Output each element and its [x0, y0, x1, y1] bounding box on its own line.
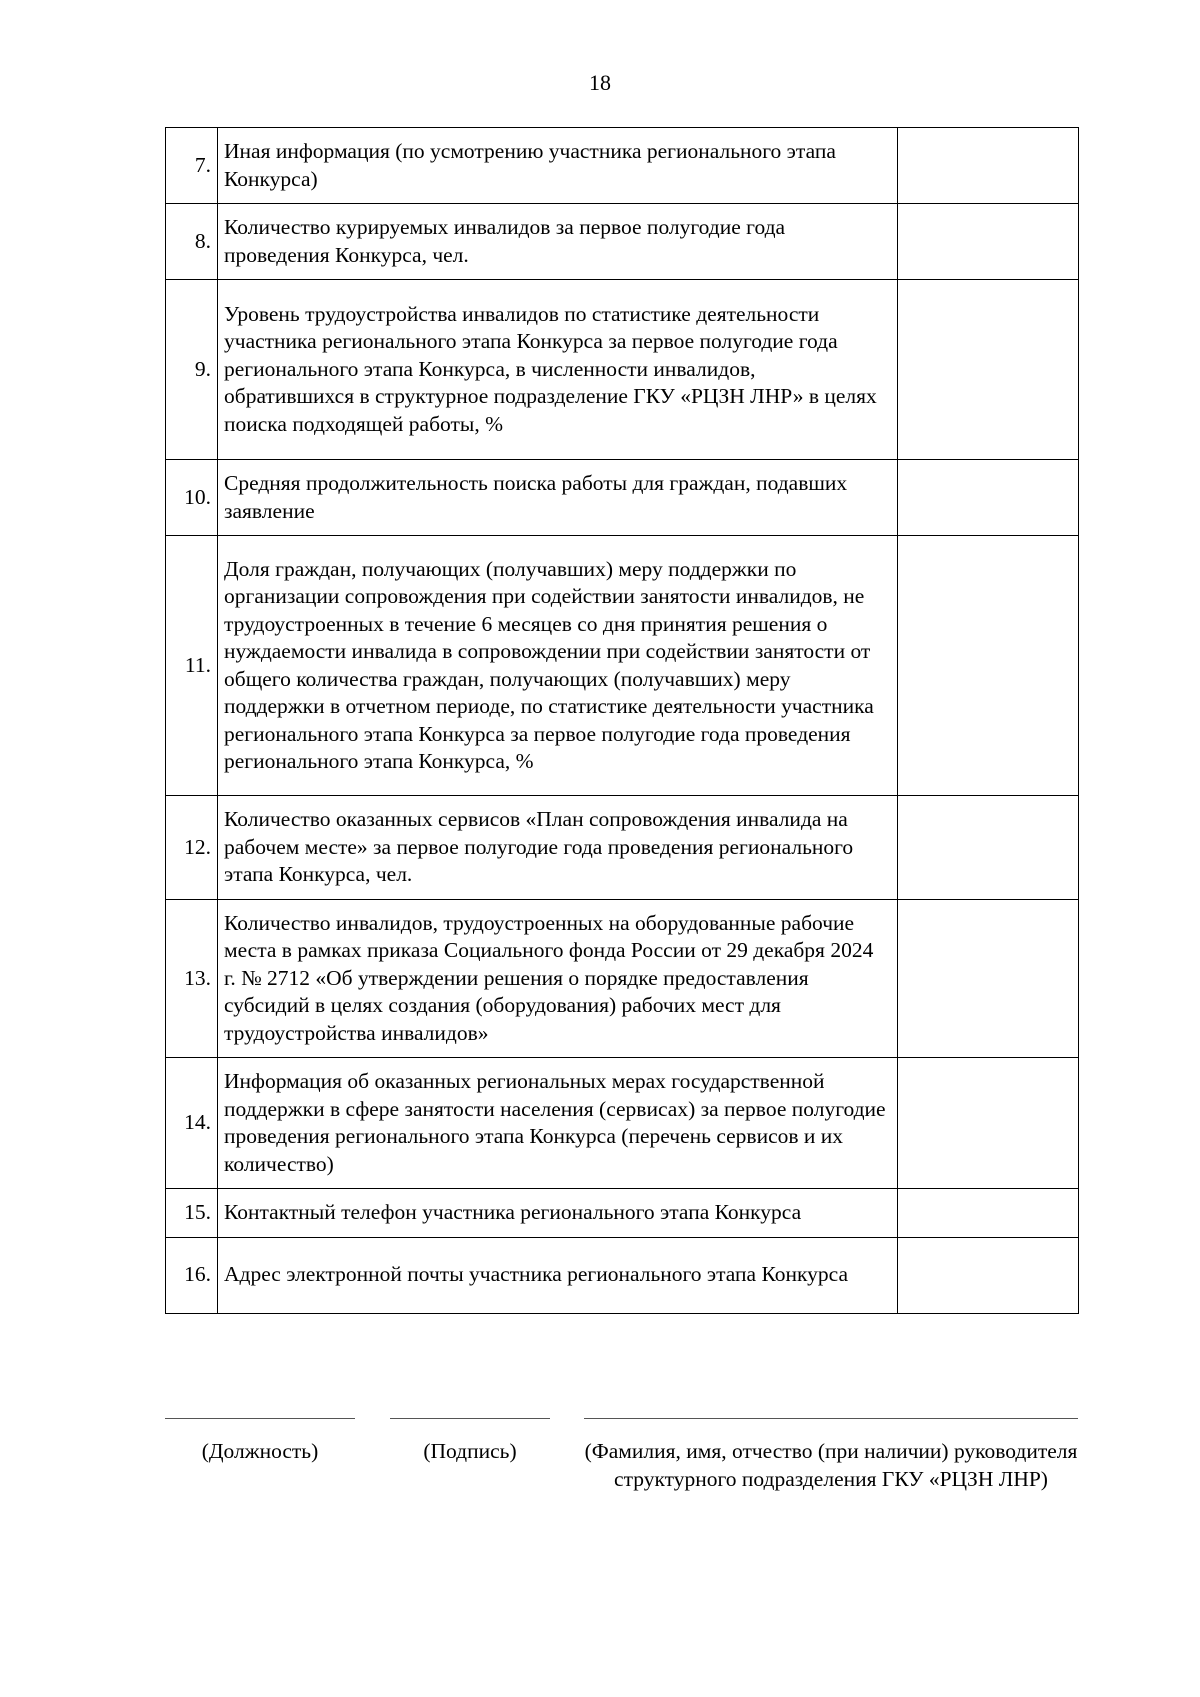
row-number: 12.	[166, 796, 218, 900]
row-number: 16.	[166, 1237, 218, 1313]
row-description: Информация об оказанных региональных мерах государственной поддержки в сфере занятости населения (сервисах) за первое полугодие проведения регионального этапа Конкурса (перечень сервисов и их количество)	[218, 1058, 898, 1189]
row-description: Количество курируемых инвалидов за первое полугодие года проведения Конкурса, чел.	[218, 204, 898, 280]
row-value-cell[interactable]	[898, 128, 1079, 204]
row-value-cell[interactable]	[898, 204, 1079, 280]
position-signature-line[interactable]	[165, 1418, 355, 1419]
row-number: 13.	[166, 899, 218, 1058]
row-number: 11.	[166, 536, 218, 796]
row-value-cell[interactable]	[898, 899, 1079, 1058]
signature-line[interactable]	[390, 1418, 550, 1419]
table-row	[166, 128, 1079, 204]
row-value-cell[interactable]	[898, 280, 1079, 460]
table-row	[166, 1237, 1079, 1313]
table-row	[166, 1189, 1079, 1238]
row-value-cell[interactable]	[898, 1237, 1079, 1313]
row-description: Контактный телефон участника регионального этапа Конкурса	[218, 1189, 898, 1238]
row-number: 14.	[166, 1058, 218, 1189]
row-description: Количество оказанных сервисов «План сопровождения инвалида на рабочем месте» за первое полугодие года проведения регионального этапа Конкурса, чел.	[218, 796, 898, 900]
row-number: 9.	[166, 280, 218, 460]
table-row	[166, 460, 1079, 536]
row-description: Доля граждан, получающих (получавших) меру поддержки по организации сопровождения при содействии занятости инвалидов, не трудоустроенных в течение 6 месяцев со дня принятия решения о нуждаемости инвалида в сопровождении при содействии занятости от общего количества граждан, получающих (получавших) меру поддержки в отчетном периоде, по статистике деятельности участника регионального этапа Конкурса за первое полугодие года проведения регионального этапа Конкурса, %	[218, 536, 898, 796]
table-row	[166, 204, 1079, 280]
row-description: Уровень трудоустройства инвалидов по статистике деятельности участника регионального этапа Конкурса за первое полугодие года регионального этапа Конкурса, в численности инвалидов, обратившихся в структурное подразделение ГКУ «РЦЗН ЛНР» в целях поиска подходящей работы, %	[218, 280, 898, 460]
table-body	[166, 128, 1079, 1314]
row-value-cell[interactable]	[898, 796, 1079, 900]
row-number: 7.	[166, 128, 218, 204]
position-caption: (Должность)	[201, 1439, 319, 1463]
row-description: Иная информация (по усмотрению участника регионального этапа Конкурса)	[218, 128, 898, 204]
row-value-cell[interactable]	[898, 1189, 1079, 1238]
table-row	[166, 280, 1079, 460]
row-value-cell[interactable]	[898, 1058, 1079, 1189]
row-description: Средняя продолжительность поиска работы для граждан, подавших заявление	[218, 460, 898, 536]
row-description: Адрес электронной почты участника регионального этапа Конкурса	[218, 1237, 898, 1313]
signature-caption: (Подпись)	[423, 1439, 517, 1463]
name-caption: (Фамилия, имя, отчество (при наличии) руководителя структурного подразделения ГКУ «РЦЗН ЛНР)	[584, 1439, 1078, 1491]
row-value-cell[interactable]	[898, 460, 1079, 536]
table-row	[166, 536, 1079, 796]
info-table	[165, 127, 1079, 1314]
table-row	[166, 1058, 1079, 1189]
row-value-cell[interactable]	[898, 536, 1079, 796]
name-signature-line[interactable]	[584, 1418, 1078, 1419]
row-description: Количество инвалидов, трудоустроенных на оборудованные рабочие места в рамках приказа Социального фонда России от 29 декабря 2024 г. № 2712 «Об утверждении решения о порядке предоставления субсидий в целях создания (оборудования) рабочих мест для трудоустройства инвалидов»	[218, 899, 898, 1058]
row-number: 15.	[166, 1189, 218, 1238]
table-row	[166, 796, 1079, 900]
row-number: 8.	[166, 204, 218, 280]
page-number: 18	[589, 70, 611, 95]
table-row	[166, 899, 1079, 1058]
row-number: 10.	[166, 460, 218, 536]
